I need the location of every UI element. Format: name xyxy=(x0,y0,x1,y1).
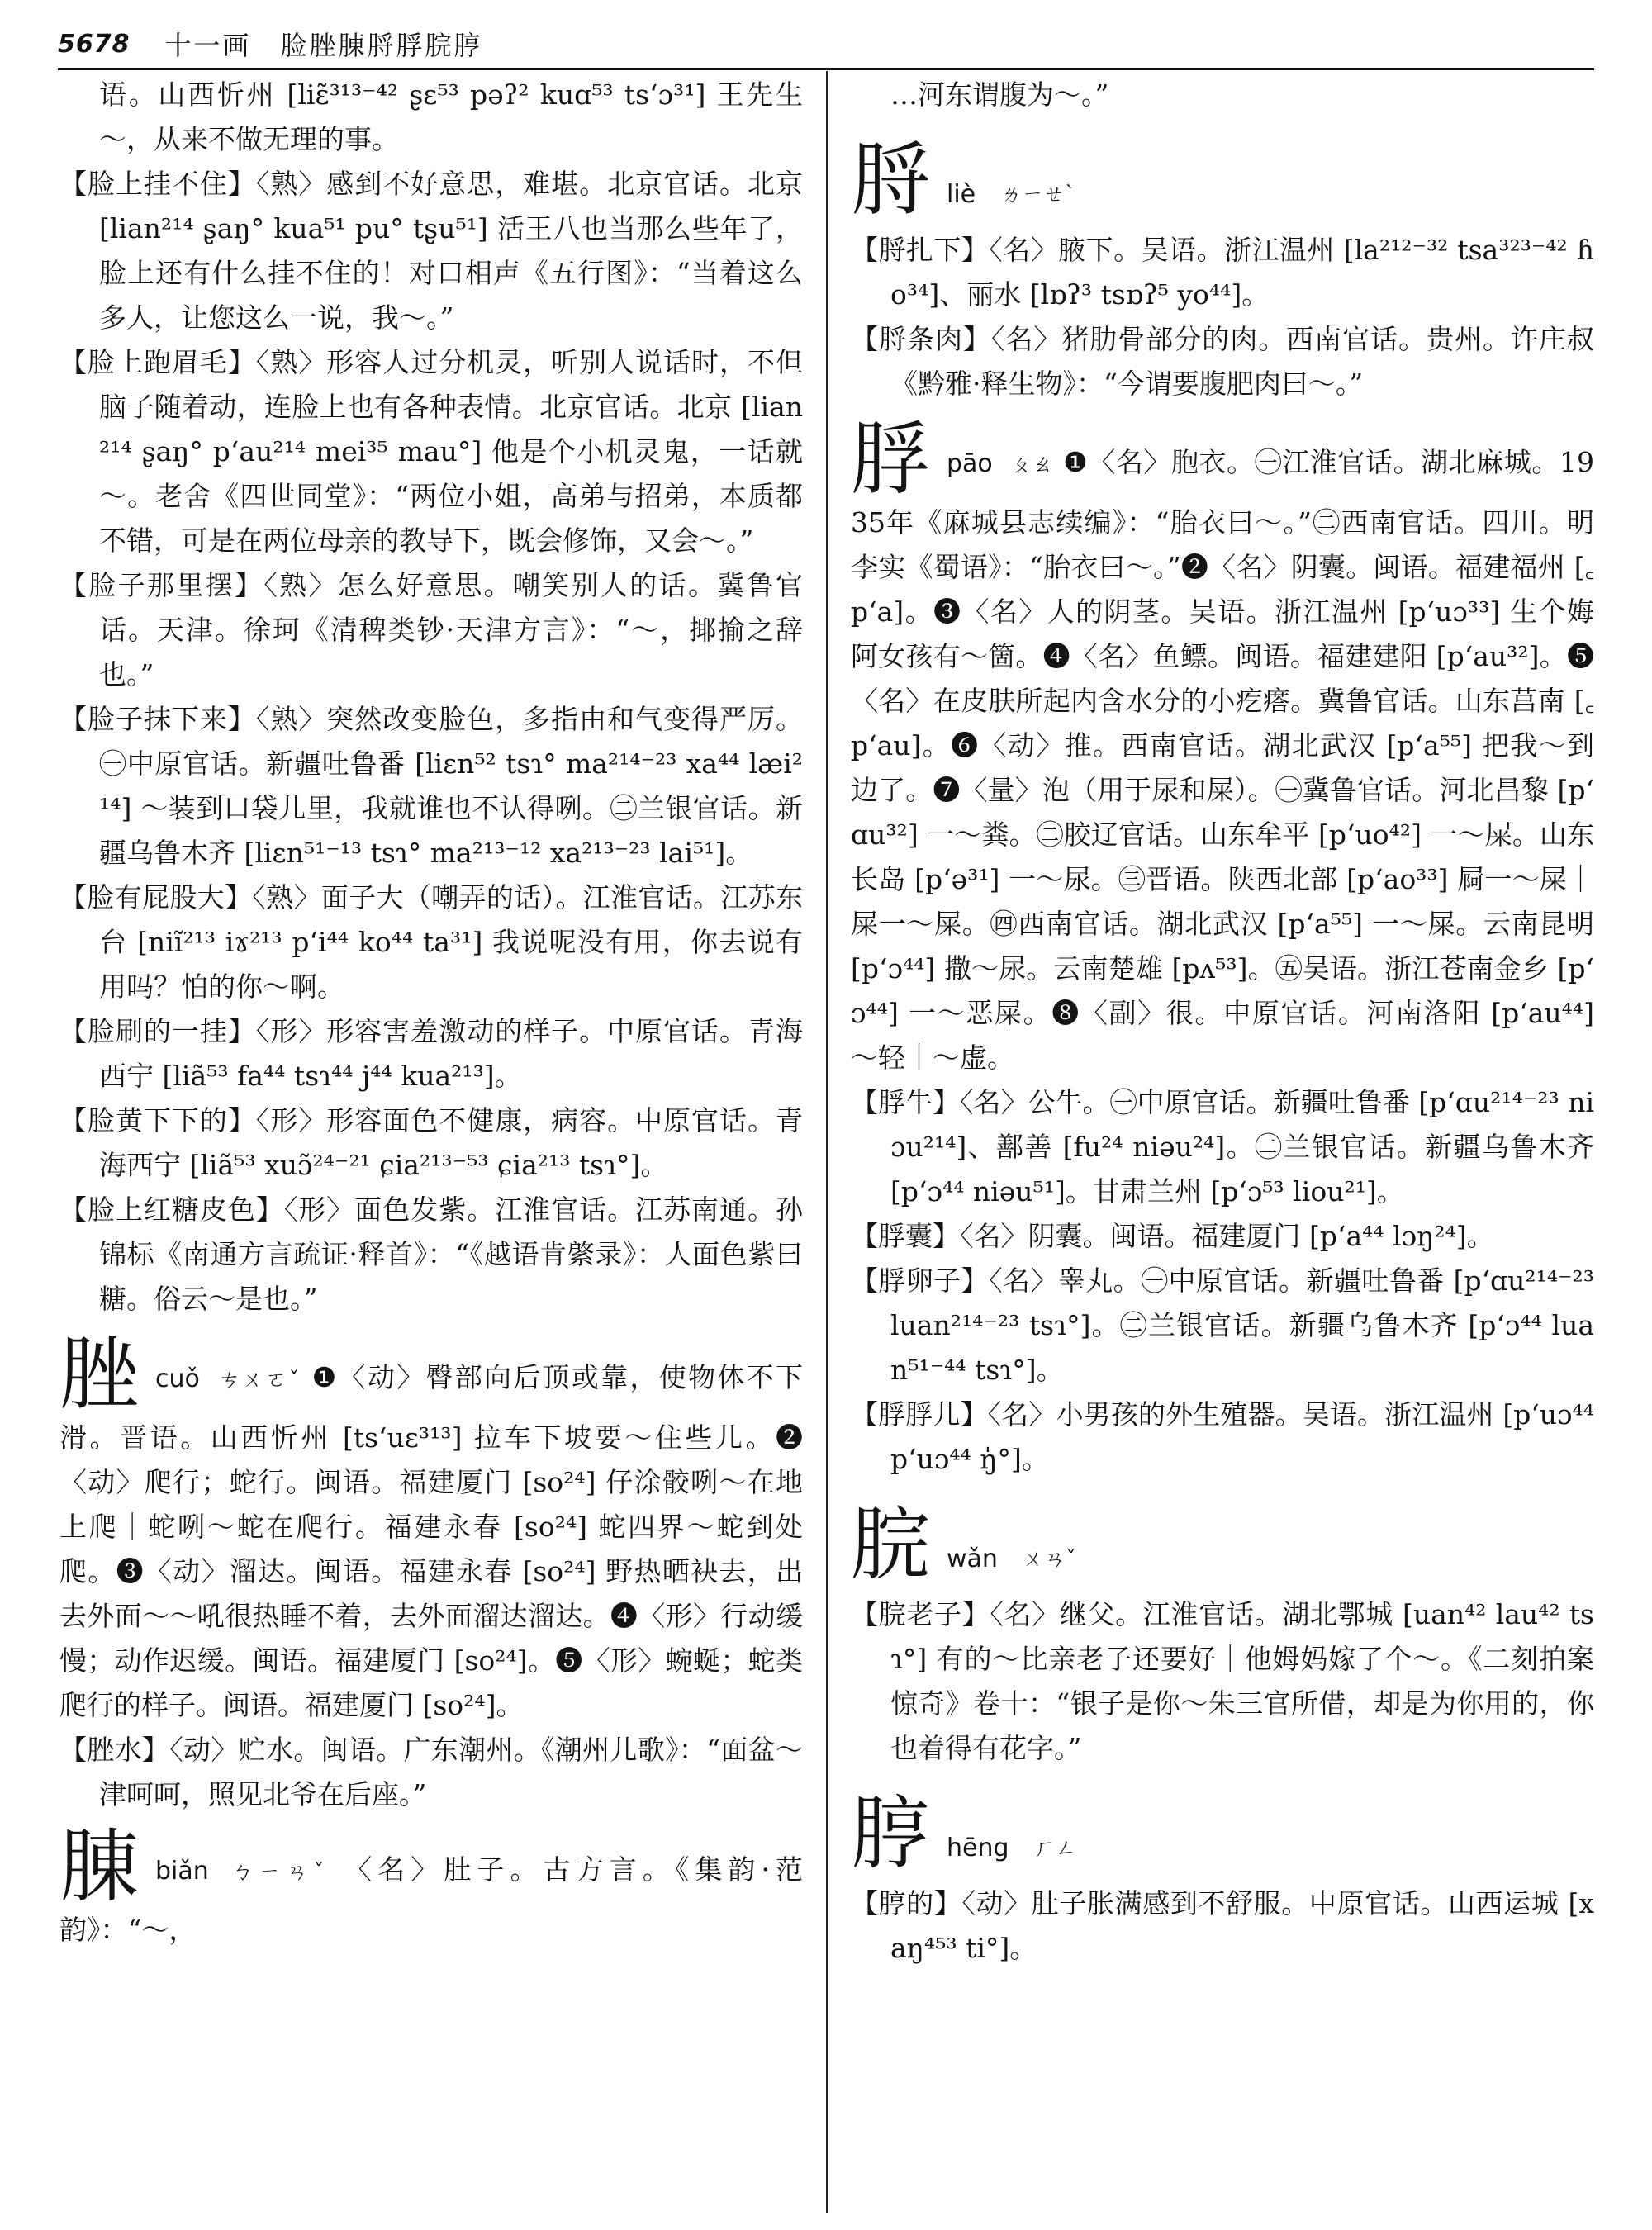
headword-char: 脞 xyxy=(59,1328,139,1421)
entry-paoniu: 【脬牛】〈名〉公牛。㊀中原官话。新疆吐鲁番 [pʻɑu²¹⁴⁻²³ niɔu²¹⁴]、鄯善 [fu²⁴ niəu²⁴]。㊁兰银官话。新疆乌鲁木齐 [pʻɔ⁴⁴ niəu⁵¹]。甘肃兰州 [pʻɔ⁵³ liou²¹]。 xyxy=(851,1086,1594,1208)
headword-block-lie xyxy=(851,135,1594,225)
headword-zhuyin: ㄘㄨㄛˇ xyxy=(218,1368,301,1393)
entry-lian-shuadeyigua: 【脸刷的一挂】〈形〉形容害羞激动的样子。中原官话。青海西宁 [liã⁵³ fa⁴⁴ tsɿ⁴⁴ j⁴⁴ kua²¹³]。 xyxy=(59,1015,803,1092)
headword-zhuyin: ㄌㄧㄝˋ xyxy=(1000,183,1076,207)
headword-pinyin: pāo xyxy=(947,449,993,478)
headword-zhuyin: ㄆㄠ xyxy=(1009,453,1055,477)
headword-paragraph xyxy=(59,1820,803,1952)
page-header xyxy=(58,21,1594,66)
entry-wanlaozi: 【脘老子】〈名〉继父。江淮官话。湖北鄂城 [uan⁴² lau⁴² tsɿ°] 有的～比亲老子还要好｜他姆妈嫁了个～。《二刻拍案惊奇》卷十：“银子是你～朱三官所借，却是为你用的，你也着得有花字。” xyxy=(851,1598,1594,1764)
entry-continuation: 语。山西忻州 [liɛ̃³¹³⁻⁴² ʂɛ⁵³ pəʔ² kuɑ⁵³ tsʻɔ³¹] 王先生～，从来不做无理的事。 xyxy=(99,78,803,155)
headword-block-wan xyxy=(851,1500,1594,1589)
headword-zhuyin: ㄏㄥ xyxy=(1033,1836,1077,1861)
entry-lianzi-nalibai: 【脸子那里摆】〈熟〉怎么好意思。嘲笑别人的话。冀鲁官话。天津。徐珂《清稗类钞·天津方言》：“～，揶揄之辞也。” xyxy=(59,569,803,690)
entry-continuation: …河东谓腹为～。” xyxy=(890,78,1109,111)
headword-definition: 〈名〉肚子。古方言。《集韵·范韵》：“～， xyxy=(59,1853,803,1946)
headword-char: 脟 xyxy=(851,134,930,226)
headword-block-pao xyxy=(851,413,1594,1080)
entry-paonang: 【脬囊】〈名〉阴囊。闽语。福建厦门 [pʻa⁴⁴ lɔŋ²⁴]。 xyxy=(851,1220,1494,1252)
headword-char: 腖 xyxy=(59,1820,139,1913)
page-number: 5678 xyxy=(58,29,131,59)
entry-hengde: 【脝的】〈动〉肚子胀满感到不舒服。中原官话。山西运城 [xaŋ⁴⁵³ ti°]。 xyxy=(851,1887,1594,1964)
entry-paopaor: 【脬脬儿】〈名〉小男孩的外生殖器。吴语。浙江温州 [pʻuɔ⁴⁴ pʻuɔ⁴⁴ ŋ̍°]。 xyxy=(851,1398,1594,1475)
headword-block-heng xyxy=(851,1789,1594,1878)
entry-lian-huangxiaxiade: 【脸黄下下的】〈形〉形容面色不健康，病容。中原官话。青海西宁 [liã⁵³ xuɔ̃²⁴⁻²¹ ɕia²¹³⁻⁵³ ɕia²¹³ tsɿ°]。 xyxy=(59,1104,803,1181)
headword-pinyin: wǎn xyxy=(947,1544,998,1573)
entry-lianyou-pigu-da: 【脸有屁股大】〈熟〉面子大（嘲弄的话）。江淮官话。江苏东台 [niĩ²¹³ iɤ²¹³ pʻi⁴⁴ ko⁴⁴ ta³¹] 我说呢没有用，你去说有用吗？怕的你～啊。 xyxy=(59,881,803,1003)
entry-lianshang-hongtangpise: 【脸上红糖皮色】〈形〉面色发紫。江淮官话。江苏南通。孙锦标《南通方言疏证·释首》：“《越语肯綮录》：人面色紫曰糖。俗云～是也。” xyxy=(59,1193,803,1315)
entry-lianzi-moxialai: 【脸子抹下来】〈熟〉突然改变脸色，多指由和气变得严厉。㊀中原官话。新疆吐鲁番 [liɛn⁵² tsɿ° ma²¹⁴⁻²³ xa⁴⁴ læi²¹⁴] ～装到口袋儿里，我就谁也不认得咧。㊁兰银官话。新疆乌鲁木齐 [liɛn⁵¹⁻¹³ tsɿ° ma²¹³⁻¹² xa²¹³⁻²³ lai⁵¹]。 xyxy=(59,703,803,869)
headword-block-cuo xyxy=(59,1328,803,1728)
entry-lianshang-guabuzhu: 【脸上挂不住】〈熟〉感到不好意思，难堪。北京官话。北京 [lian²¹⁴ ʂaŋ° kua⁵¹ pu° tʂu⁵¹] 活王八也当那么些年了，脸上还有什么挂不住的！对口相声《五行图》：“当着这么多人，让您这么一说，我～。” xyxy=(59,168,803,334)
headword-paragraph xyxy=(851,413,1594,1080)
entry-lianshang-paomeimao: 【脸上跑眉毛】〈熟〉形容人过分机灵，听别人说话时，不但脑子随着动，连脸上也有各种表情。北京官话。北京 [lian²¹⁴ ʂaŋ° pʻau²¹⁴ mei³⁵ mau°] 他是个小机灵鬼，一话就～。老舍《四世同堂》：“两位小姐，高弟与招弟，本质都不错，可是在两位母亲的教导下，既会修饰，又会～。” xyxy=(59,346,803,557)
headword-pinyin: hēng xyxy=(947,1834,1009,1862)
header-rule xyxy=(58,68,1594,70)
entry-paoluanzi: 【脬卵子】〈名〉睾丸。㊀中原官话。新疆吐鲁番 [pʻɑu²¹⁴⁻²³ luan²¹⁴⁻²³ tsɿ°]。㊁兰银官话。新疆乌鲁木齐 [pʻɔ⁴⁴ luan⁵¹⁻⁴⁴ tsɿ°]。 xyxy=(851,1264,1594,1386)
headword-definition: ❶〈动〉臀部向后顶或靠，使物体不下滑。晋语。山西忻州 [tsʻuɛ³¹³] 拉车下坡要～住些儿。❷〈动〉爬行；蛇行。闽语。福建厦门 [so²⁴] 仔涂骹咧～在地上爬｜蛇咧～蛇在爬行。福建永春 [so²⁴] 蛇四界～蛇到处爬。❸〈动〉溜达。闽语。福建永春 [so²⁴] 野热晒袂去，出去外面～～吼很热睡不着，去外面溜达溜达。❹〈形〉行动缓慢；动作迟缓。闽语。福建厦门 [so²⁴]。❺〈形〉蜿蜒；蛇类爬行的样子。闽语。福建厦门 [so²⁴]。 xyxy=(59,1361,803,1721)
right-column xyxy=(851,73,1594,1971)
headword-char: 脬 xyxy=(851,413,930,505)
entry-cuoshui: 【脞水】〈动〉贮水。闽语。广东潮州。《潮州儿歌》：“面盆～津呵呵，照见北爷在后座。” xyxy=(59,1734,803,1810)
headword-paragraph xyxy=(59,1328,803,1728)
headword-definition: ❶〈名〉胞衣。㊀江淮官话。湖北麻城。1935年《麻城县志续编》：“胎衣曰～。”㊁西南官话。四川。明李实《蜀语》：“胎衣曰～。”❷〈名〉阴囊。闽语。福建福州 [꜀pʻa]。❸〈名〉人的阴茎。吴语。浙江温州 [pʻuɔ³³] 生个娒阿女孩有～箇。❹〈名〉鱼鳔。闽语。福建建阳 [pʻau³²]。❺〈名〉在皮肤所起内含水分的小疙瘩。冀鲁官话。山东莒南 [꜀pʻau]。❻〈动〉推。西南官话。湖北武汉 [pʻa⁵⁵] 把我～到边了。❼〈量〉泡（用于尿和屎）。㊀冀鲁官话。河北昌黎 [pʻɑu³²] 一～粪。㊁胶辽官话。山东牟平 [pʻuo⁴²] 一～屎。山东长岛 [pʻə³¹] 一～尿。㊂晋语。陕西北部 [pʻao³³] 屙一～屎｜屎一～屎。㊃西南官话。湖北武汉 [pʻa⁵⁵] 一～屎。云南昆明 [pʻɔ⁴⁴] 撒～尿。云南楚雄 [pʌ⁵³]。㊄吴语。浙江苍南金乡 [pʻɔ⁴⁴] 一～恶屎。❽〈副〉很。中原官话。河南洛阳 [pʻau⁴⁴] ～轻｜～虚。 xyxy=(851,446,1594,1074)
headword-zhuyin: ㄅㄧㄢˇ xyxy=(231,1860,330,1885)
headword-pinyin: biǎn xyxy=(155,1857,209,1886)
entry-lietiaorou: 【脟条肉】〈名〉猪肋骨部分的肉。西南官话。贵州。许庄叔《黔雅·释生物》：“今谓要腹肥肉曰～。” xyxy=(851,323,1594,400)
entry-liezhaxia: 【脟扎下】〈名〉腋下。吴语。浙江温州 [la²¹²⁻³² tsa³²³⁻⁴² ɦo³⁴]、丽水 [lɒʔ³ tsɒʔ⁵ yo⁴⁴]。 xyxy=(851,234,1594,311)
headword-block-bian xyxy=(59,1820,803,1952)
header-title: 十一画 脸脞腖脟脬脘脝 xyxy=(164,30,483,61)
left-column xyxy=(59,73,803,1952)
column-divider xyxy=(826,71,828,2213)
headword-zhuyin: ㄨㄢˇ xyxy=(1022,1547,1076,1572)
headword-char: 脘 xyxy=(851,1498,930,1591)
headword-char: 脝 xyxy=(851,1787,930,1880)
headword-pinyin: liè xyxy=(947,180,976,209)
headword-pinyin: cuǒ xyxy=(155,1364,200,1393)
